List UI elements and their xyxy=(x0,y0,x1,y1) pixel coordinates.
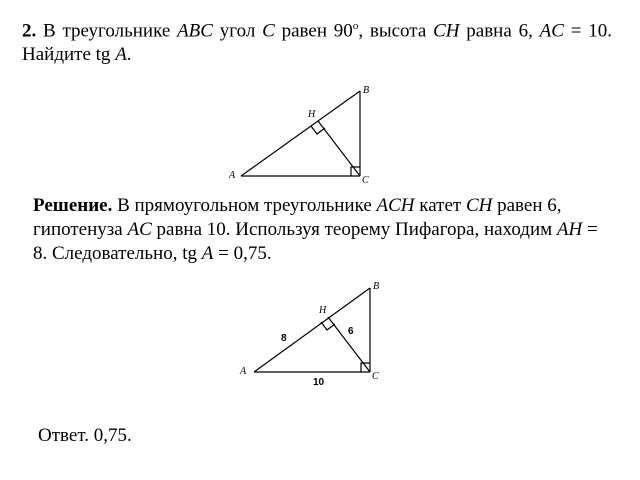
length-ch: 6 xyxy=(348,326,354,337)
angle-name: A xyxy=(115,44,127,66)
solution-text xyxy=(33,194,613,266)
problem-text: , высота xyxy=(358,20,434,42)
solution-part: равна 10. Используя теорему Пифагора, находим xyxy=(151,219,557,240)
triangle-name: ABC xyxy=(177,20,213,42)
solution-part: = 8. Следовательно, tg xyxy=(33,219,598,264)
angle-name: C xyxy=(262,20,275,42)
length-ah: 8 xyxy=(281,333,287,344)
label-b: B xyxy=(373,281,380,292)
label-c: C xyxy=(372,371,379,382)
solution-part: = 0,75. xyxy=(213,243,272,264)
label-a: A xyxy=(240,366,247,377)
label-c: C xyxy=(362,175,369,186)
label-a: A xyxy=(229,170,236,181)
side-name: AC xyxy=(539,20,564,42)
solution-part: В прямоугольном треугольнике xyxy=(112,195,377,216)
problem-text: В треугольнике xyxy=(36,20,178,42)
solution-label: Решение. xyxy=(33,195,113,216)
side-name: CH xyxy=(465,195,493,216)
answer: Ответ. 0,75. xyxy=(38,425,132,446)
problem-text: угол xyxy=(212,20,263,42)
label-h: H xyxy=(319,305,327,316)
degree-mark: o xyxy=(352,20,359,32)
label-b: B xyxy=(363,85,370,96)
side-name: AH xyxy=(556,219,583,240)
problem-text: = 10. Найдите tg xyxy=(22,20,612,66)
angle-name: A xyxy=(201,243,214,264)
label-h: H xyxy=(308,109,316,120)
side-ab xyxy=(241,91,360,176)
side-name: AC xyxy=(127,219,152,240)
triangle-figure-1 xyxy=(241,91,360,176)
solution-part: равен 6, гипотенуза xyxy=(33,195,562,240)
triangle-name: ACH xyxy=(376,195,415,216)
solution-part: катет xyxy=(414,195,466,216)
height-name: CH xyxy=(433,20,460,42)
problem-number: 2. xyxy=(22,20,37,42)
length-ac: 10 xyxy=(313,377,325,388)
problem-text: равен 90 xyxy=(274,20,353,42)
problem-text: равна 6, xyxy=(459,20,540,42)
problem-text: . xyxy=(126,44,132,66)
